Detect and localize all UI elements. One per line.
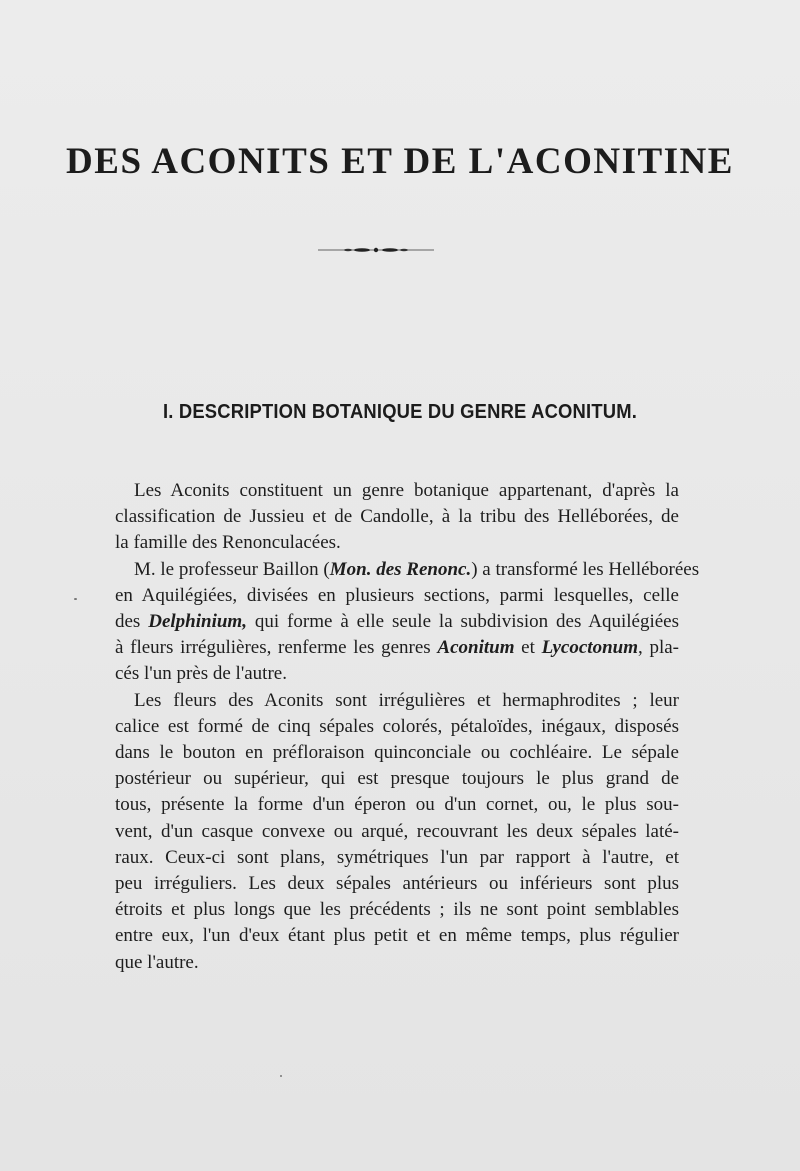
line-text: et xyxy=(514,637,542,659)
text-line: en Aquilégiées, divisées en plusieurs sections, parmi lesquelles, celle xyxy=(115,584,679,606)
page-title: DES ACONITS ET DE L'ACONITINE xyxy=(66,141,734,182)
line-text: à fleurs irrégulières, renferme les genres xyxy=(115,637,438,659)
line-text: Les fleurs des Aconits sont irrégulières et hermaphrodites ; leur xyxy=(134,689,679,711)
italic-genus: Aconitum xyxy=(437,637,515,659)
ornament-divider xyxy=(318,247,434,253)
line-text: M. le professeur Baillon ( xyxy=(134,558,330,580)
line-text: ) a transformé les Helléborées xyxy=(471,558,700,580)
paragraph-2 xyxy=(115,557,700,688)
paper-speck xyxy=(280,1075,282,1077)
text-line: dans le bouton en préfloraison quinconciale ou cochléaire. Le sépale xyxy=(115,742,679,764)
text-line: vent, d'un casque convexe ou arqué, recouvrant les deux sépales laté- xyxy=(115,820,679,842)
text-line: raux. Ceux-ci sont plans, symétriques l'un par rapport à l'autre, et xyxy=(115,846,679,868)
text-line xyxy=(115,635,679,661)
italic-citation: Mon. des Renonc. xyxy=(329,558,472,580)
text-line: postérieur ou supérieur, qui est presque toujours le plus grand de xyxy=(115,768,679,790)
text-line xyxy=(115,478,679,504)
text-line: classification de Jussieu et de Candolle, à la tribu des Helléborées, de xyxy=(115,506,679,528)
text-line: tous, présente la forme d'un éperon ou d'un cornet, ou, le plus sou- xyxy=(115,794,679,816)
text-line: calice est formé de cinq sépales colorés, pétaloïdes, inégaux, disposés xyxy=(115,715,679,737)
section-heading: I. DESCRIPTION BOTANIQUE DU GENRE ACONITUM. xyxy=(162,401,638,423)
text-line: étroits et plus longs que les précédents ; ils ne sont point semblables xyxy=(115,899,679,921)
line-text: , pla- xyxy=(638,637,679,659)
paragraph-1 xyxy=(115,478,679,557)
text-line xyxy=(115,609,679,635)
text-line: cés l'un près de l'autre. xyxy=(115,663,287,685)
text-line: peu irréguliers. Les deux sépales antérieurs ou inférieurs sont plus xyxy=(115,873,679,895)
line-text: Les Aconits constituent un genre botanique appartenant, d'après la xyxy=(134,480,679,501)
text-line xyxy=(115,688,679,714)
line-text: qui forme à elle seule la subdivision des Aquilégiées xyxy=(246,611,679,633)
paper-speck xyxy=(74,598,77,600)
line-text: des xyxy=(115,611,149,633)
body-text xyxy=(115,478,700,976)
text-line xyxy=(115,557,700,583)
text-line: la famille des Renonculacées. xyxy=(115,532,341,554)
paragraph-3 xyxy=(115,688,679,976)
italic-genus: Delphinium, xyxy=(148,611,247,633)
text-line: que l'autre. xyxy=(115,951,199,973)
italic-genus: Lycoctonum xyxy=(541,637,638,659)
text-line: entre eux, l'un d'eux étant plus petit et en même temps, plus régulier xyxy=(115,925,679,947)
